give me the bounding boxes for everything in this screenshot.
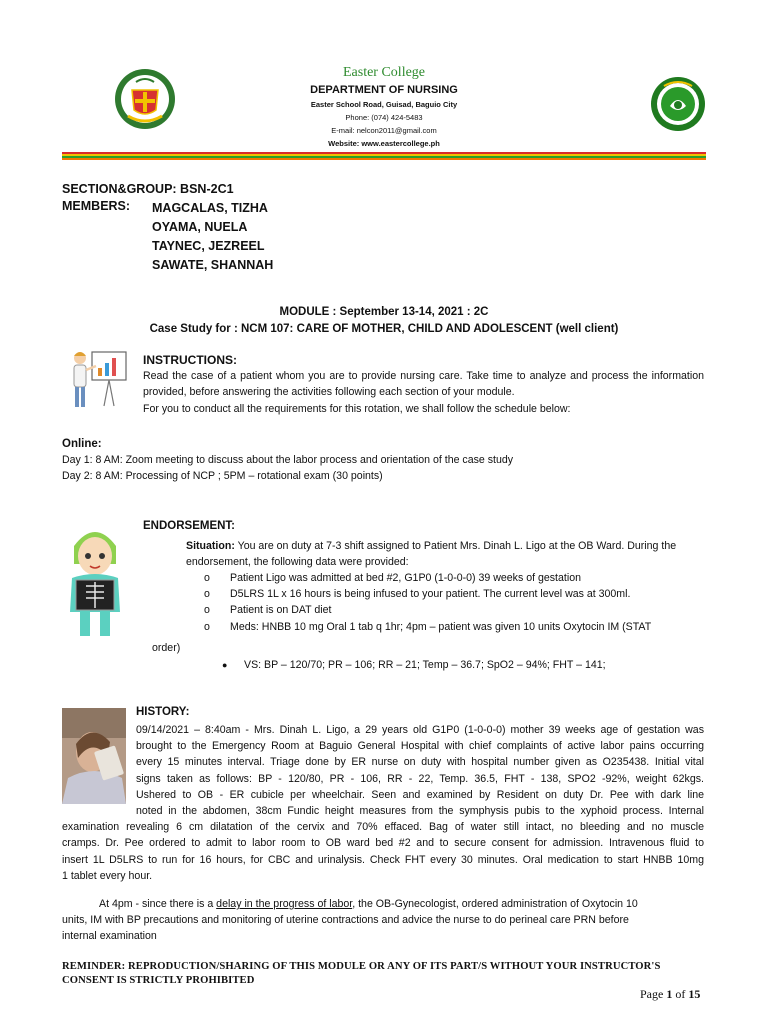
history-line: insert 1L D5LRS to run for 16 hours, for CBC and urinalysis. Check FHT every 30 minutes. Oral medication to start HNBB 10mg: [62, 853, 704, 866]
history-line: Ushered to OB - ER cubicle per wheelchair. Seen and examined by Resident on duty Dr. Pee with dark line: [136, 788, 704, 801]
section-group: SECTION&GROUP: BSN-2C1: [62, 182, 234, 196]
schedule-intro: For you to conduct all the requirements for this rotation, we shall follow the schedule below:: [143, 402, 571, 415]
member-name: SAWATE, SHANNAH: [152, 258, 274, 272]
history-text: At 4pm - since there is a: [99, 898, 217, 910]
copyright-reminder: REMINDER: REPRODUCTION/SHARING OF THIS MODULE OR ANY OF ITS PART/S WITHOUT YOUR INSTRUCTOR'S CONSENT IS STRICTLY PROHIBITED: [62, 961, 661, 986]
instructions-section: [143, 352, 704, 417]
order-continuation: order): [152, 642, 181, 654]
vital-signs-item: [222, 657, 606, 673]
history-line: brought to the Emergency Room at Baguio General Hospital with chief complaints of active labor pains occurring: [136, 740, 704, 753]
history-line: internal examination: [62, 930, 157, 943]
endorsement-data-list: [204, 570, 704, 635]
history-line: examination revealing 6 cm dilatation of the cervix and 70% effaced. Bag of water still intact, no bleeding and no muscle: [62, 821, 704, 834]
bullet-marker: o: [204, 604, 210, 617]
module-date: MODULE : September 13-14, 2021 : 2C: [279, 306, 489, 318]
situation-text: You are on duty at 7-3 shift assigned to Patient Mrs. Dinah L. Ligo at the OB Ward. During the endorsement, the following data were provided:: [186, 540, 677, 569]
school-phone: Phone: (074) 424-5483: [345, 113, 423, 122]
list-item-text: Patient is on DAT diet: [230, 604, 332, 617]
vital-signs-text: VS: BP – 120/70; PR – 106; RR – 21; Temp – 36.7; SpO2 – 94%; FHT – 141;: [244, 659, 606, 671]
members-label: MEMBERS:: [62, 199, 131, 213]
situation-paragraph: [186, 538, 704, 570]
history-paragraph: [62, 722, 704, 884]
page-number: [640, 987, 700, 1002]
online-schedule: [62, 436, 702, 485]
history-line: [62, 896, 704, 912]
online-heading: Online:: [62, 438, 102, 450]
page-total: 15: [688, 987, 701, 1001]
list-item: [204, 570, 704, 586]
teacher-presentation-icon: [68, 346, 130, 412]
history-line: signs taken as follows: BP - 120/80, PR - 106, RR - 22, Temp. 36.5, FHT - 138, SPO2 -92%, weight 62kgs.: [136, 772, 704, 785]
history-heading: HISTORY:: [136, 706, 190, 718]
module-title: [62, 304, 706, 338]
history-line: units, IM with BP precautions and monitoring of uterine contractions and advice the nurse to do perineal care PRN before: [62, 914, 629, 927]
page-of: of: [672, 987, 689, 1001]
page-current: 1: [666, 987, 673, 1001]
department-name: DEPARTMENT OF NURSING: [310, 84, 458, 96]
header-color-stripes: [62, 152, 706, 160]
members-list: [152, 199, 273, 275]
history-text: , the OB-Gynecologist, ordered administration of Oxytocin 10: [352, 898, 638, 910]
nursing-seal-right: [650, 76, 706, 132]
school-website: Website: www.eastercollege.ph: [328, 139, 440, 148]
list-item-text: D5LRS 1L x 16 hours is being infused to your patient. The current level was at 300ml.: [230, 588, 631, 601]
list-item: [204, 619, 704, 635]
member-name: MAGCALAS, TIZHA: [152, 201, 268, 215]
school-address: Easter School Road, Guisad, Baguio City: [310, 100, 458, 109]
situation-label: Situation:: [186, 540, 235, 552]
nurse-holding-xray-icon: [64, 520, 126, 638]
bullet-marker: o: [204, 620, 210, 633]
case-study-title: Case Study for : NCM 107: CARE OF MOTHER, CHILD AND ADOLESCENT (well client): [149, 323, 619, 335]
history-line: cramps. Dr. Pee ordered to admit to labor room to OB ward bed #2 and to secure consent for admission. Intravenous fluid to: [62, 837, 704, 850]
stripe-orange: [62, 158, 706, 160]
member-name: TAYNEC, JEZREEL: [152, 239, 265, 253]
list-item: [204, 602, 704, 618]
history-line: 09/14/2021 – 8:40am - Mrs. Dinah L. Ligo, a 29 years old G1P0 (1-0-0-0) mother 39 weeks age of gestation was: [136, 724, 704, 736]
list-item: [204, 586, 704, 602]
history-line: 1 tablet every hour.: [62, 869, 153, 882]
list-item-text: Meds: HNBB 10 mg Oral 1 tab q 1hr; 4pm – patient was given 10 units Oxytocin IM (STAT: [230, 620, 652, 633]
underlined-phrase: delay in the progress of labor: [216, 898, 353, 910]
school-email: E-mail: nelcon2011@gmail.com: [331, 126, 437, 135]
bullet-marker: o: [204, 588, 210, 601]
history-paragraph-2: [62, 896, 704, 945]
page-word: Page: [640, 987, 667, 1001]
history-line: every 15 minutes interval. Triage done by ER nurse on duty with hospital number given as O235438. Initial vital: [136, 756, 704, 769]
list-item-text: Patient Ligo was admitted at bed #2, G1P0 (1-0-0-0) 39 weeks of gestation: [230, 572, 581, 584]
easter-college-seal-left: [114, 68, 176, 130]
endorsement-heading: ENDORSEMENT:: [143, 520, 236, 532]
instructions-paragraph: Read the case of a patient whom you are to provide nursing care. Take time to analyze and process the information provided, before answering the activities following each section of your module.: [143, 370, 704, 399]
college-name: Easter College: [342, 65, 426, 80]
member-name: OYAMA, NUELA: [152, 220, 248, 234]
bullet-marker: o: [204, 572, 210, 584]
school-header: [234, 64, 534, 150]
instructions-heading: INSTRUCTIONS:: [143, 353, 237, 367]
schedule-day-2: Day 2: 8 AM: Processing of NCP ; 5PM – rotational exam (30 points): [62, 470, 383, 483]
schedule-day-1: Day 1: 8 AM: Zoom meeting to discuss about the labor process and orientation of the case study: [62, 454, 514, 467]
history-line: noted in the abdomen, 38cm Fundic height measures from the symphysis pubis to the xyphoid process. Internal: [136, 804, 704, 817]
bullet-dot: ●: [222, 660, 228, 670]
